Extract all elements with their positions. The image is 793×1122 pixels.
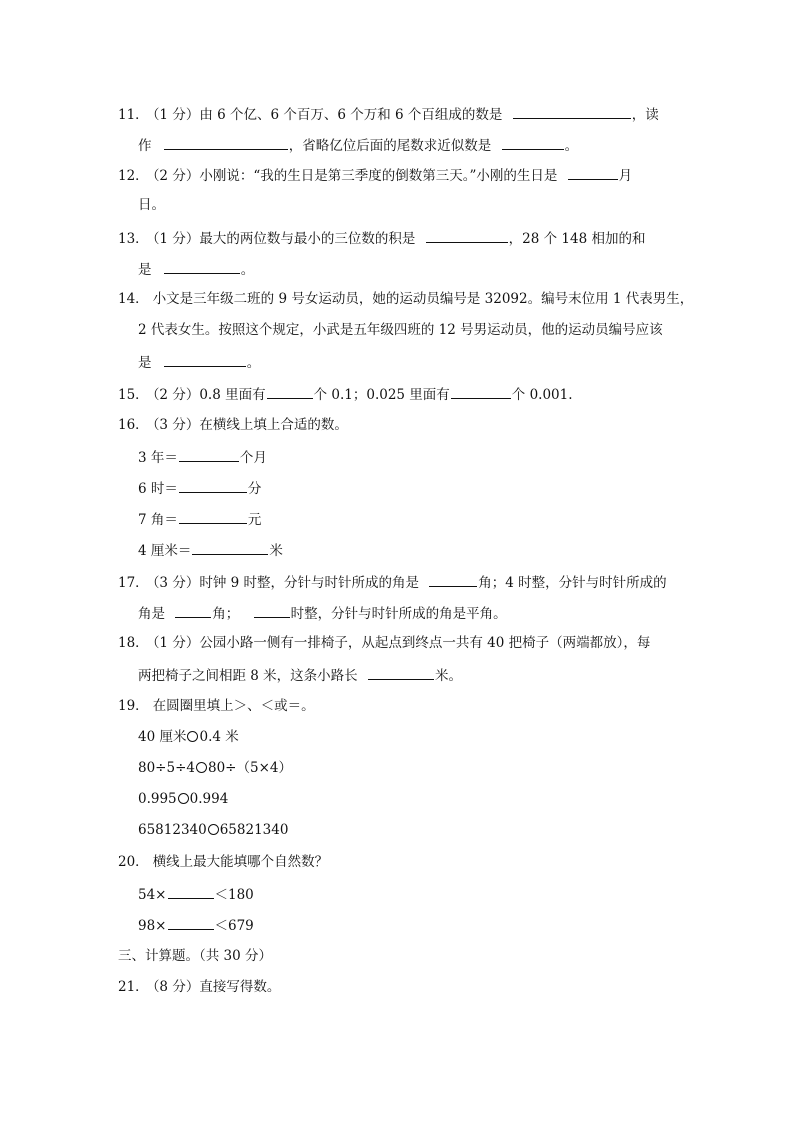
q14-text-2: 2 代表女生。按照这个规定，小武是五年级四班的 12 号男运动员，他的运动员编号应该 [138,322,663,338]
q13-text-1: （1 分）最大的两位数与最小的三位数的积是 [152,231,416,247]
q12-line2 [138,196,165,214]
q11-answer-blank-3[interactable] [502,135,564,150]
q13-answer-blank-1[interactable] [426,228,508,243]
section-3-heading [118,947,272,965]
q19-item-1-compare-circle[interactable] [187,731,198,742]
q17-text-4: 角； [212,606,240,622]
q17-line1 [118,572,667,592]
q11-text-2: ，读 [631,107,659,123]
q17-answer-blank-3[interactable] [254,603,290,618]
q19-item-4-right: 65821340 [219,822,289,838]
q16-item-2-pre: 6 时＝ [138,481,178,497]
q18-line1 [118,634,650,652]
q17-line2 [138,603,507,623]
q13-text-4: 。 [240,262,255,278]
q17-answer-blank-2[interactable] [175,603,211,618]
q14-line3 [138,352,260,372]
q15-line1 [118,384,573,404]
q19-item-2 [138,759,292,777]
q11-text-5: 。 [564,138,579,154]
q19-item-4-compare-circle[interactable] [208,824,219,835]
q17-text-2: 角；4 时整，分针与时针所成的 [478,575,667,591]
q12-line1 [118,165,632,185]
q16-item-1 [138,447,267,467]
q17-number: 17． [118,575,149,591]
q17-answer-blank-1[interactable] [429,572,477,587]
q20-item-1-pre: 54× [138,887,167,903]
q19-item-4-left: 65812340 [138,822,207,838]
q13-number: 13． [118,231,149,247]
q20-item-1 [138,884,254,904]
q16-item-4-blank[interactable] [192,540,268,555]
q17-text-5: 时整，分针与时针所成的角是平角。 [290,606,507,622]
q14-text-1: 小文是三年级二班的 9 号女运动员，她的运动员编号是 32092。编号末位用 1 代表男生， [152,291,694,307]
q16-line1 [118,416,348,434]
q19-item-1 [138,728,239,746]
q15-text-2: 个 0.1；0.025 里面有 [313,387,450,403]
q12-text-3: 日。 [138,197,165,213]
q20-item-2-post: ＜679 [214,918,254,934]
q14-number: 14． [118,291,149,307]
q15-text-3: 个 0.001. [511,387,573,403]
q16-item-2-post: 分 [247,481,262,497]
q16-item-3-blank[interactable] [179,509,247,524]
q13-text-3: 是 [138,262,152,278]
q16-text-1: （3 分）在横线上填上合适的数。 [152,417,348,433]
q18-text-2: 两把椅子之间相距 8 米，这条小路长 [138,668,358,684]
q19-item-2-right: 80÷（5×4） [207,760,292,776]
q19-item-1-left: 40 厘米 [138,729,187,745]
q15-answer-blank-2[interactable] [451,384,511,399]
q19-item-3 [138,790,228,808]
q19-item-2-compare-circle[interactable] [196,762,207,773]
q18-line2 [138,665,462,685]
q17-text-1: （3 分）时钟 9 时整，分针与时针所成的角是 [152,575,419,591]
q16-item-3-pre: 7 角＝ [138,512,178,528]
q20-item-2-blank[interactable] [168,915,214,930]
q20-text-1: 横线上最大能填哪个自然数？ [152,854,329,870]
q11-answer-blank-1[interactable] [513,104,631,119]
q19-line1 [118,697,315,715]
q14-line2 [138,321,663,339]
q14-answer-blank[interactable] [164,352,246,367]
q16-item-4-post: 米 [269,543,283,559]
q14-line1 [118,290,693,308]
q20-item-2 [138,915,254,935]
q15-text-1: （2 分）0.8 里面有 [152,387,266,403]
q13-text-2: ，28 个 148 相加的和 [508,231,646,247]
q19-item-3-compare-circle[interactable] [178,793,189,804]
q18-number: 18． [118,635,149,651]
q20-line1 [118,853,328,871]
q16-item-1-blank[interactable] [179,447,239,462]
q11-line1 [118,104,659,124]
q19-item-4 [138,821,288,839]
q11-text-4: ，省略亿位后面的尾数求近似数是 [288,138,492,154]
q14-text-3: 是 [138,355,152,371]
q12-number: 12． [118,168,149,184]
q19-item-3-right: 0.994 [189,791,229,807]
q19-number: 19． [118,698,149,714]
q16-item-3 [138,509,261,529]
q18-answer-blank[interactable] [368,665,434,680]
q17-text-3: 角是 [138,606,165,622]
q16-item-2-blank[interactable] [179,478,247,493]
q15-answer-blank-1[interactable] [267,384,313,399]
q11-text-1: （1 分）由 6 个亿、6 个百万、6 个万和 6 个百组成的数是 [152,107,503,123]
q13-line2 [138,259,254,279]
section-3-title: 三、计算题。（共 30 分） [118,948,273,964]
q20-item-1-blank[interactable] [168,884,214,899]
q12-answer-blank-1[interactable] [568,165,618,180]
q14-text-4: 。 [246,355,261,371]
q19-item-1-right: 0.4 米 [199,729,239,745]
q20-item-2-pre: 98× [138,918,167,934]
q11-text-3: 作 [138,138,152,154]
q12-text-1: （2 分）小刚说：“我的生日是第三季度的倒数第三天。”小刚的生日是 [152,168,558,184]
q13-answer-blank-2[interactable] [164,259,240,274]
q16-item-4 [138,540,283,560]
q15-number: 15． [118,387,149,403]
q21-number: 21． [118,979,149,995]
q19-item-2-left: 80÷5÷4 [138,760,195,776]
q16-item-4-pre: 4 厘米＝ [138,543,192,559]
q16-item-1-pre: 3 年＝ [138,450,178,466]
q16-item-2 [138,478,261,498]
q11-line2 [138,135,578,155]
q18-text-3: 米。 [434,668,462,684]
q16-item-3-post: 元 [247,512,262,528]
q16-number: 16． [118,417,149,433]
q12-text-2: 月 [618,168,633,184]
q21-text-1: （8 分）直接写得数。 [152,979,281,995]
q20-number: 20． [118,854,149,870]
q11-number: 11． [118,107,149,123]
q19-text-1: 在圆圈里填上＞、＜或＝。 [152,698,315,714]
q19-item-3-left: 0.995 [138,791,177,807]
q21-line1 [118,978,280,996]
q20-item-1-post: ＜180 [214,887,254,903]
q13-line1 [118,228,645,248]
q16-item-1-post: 个月 [239,450,267,466]
q18-text-1: （1 分）公园小路一侧有一排椅子，从起点到终点一共有 40 把椅子（两端都放），每 [152,635,651,651]
q11-answer-blank-2[interactable] [164,135,288,150]
